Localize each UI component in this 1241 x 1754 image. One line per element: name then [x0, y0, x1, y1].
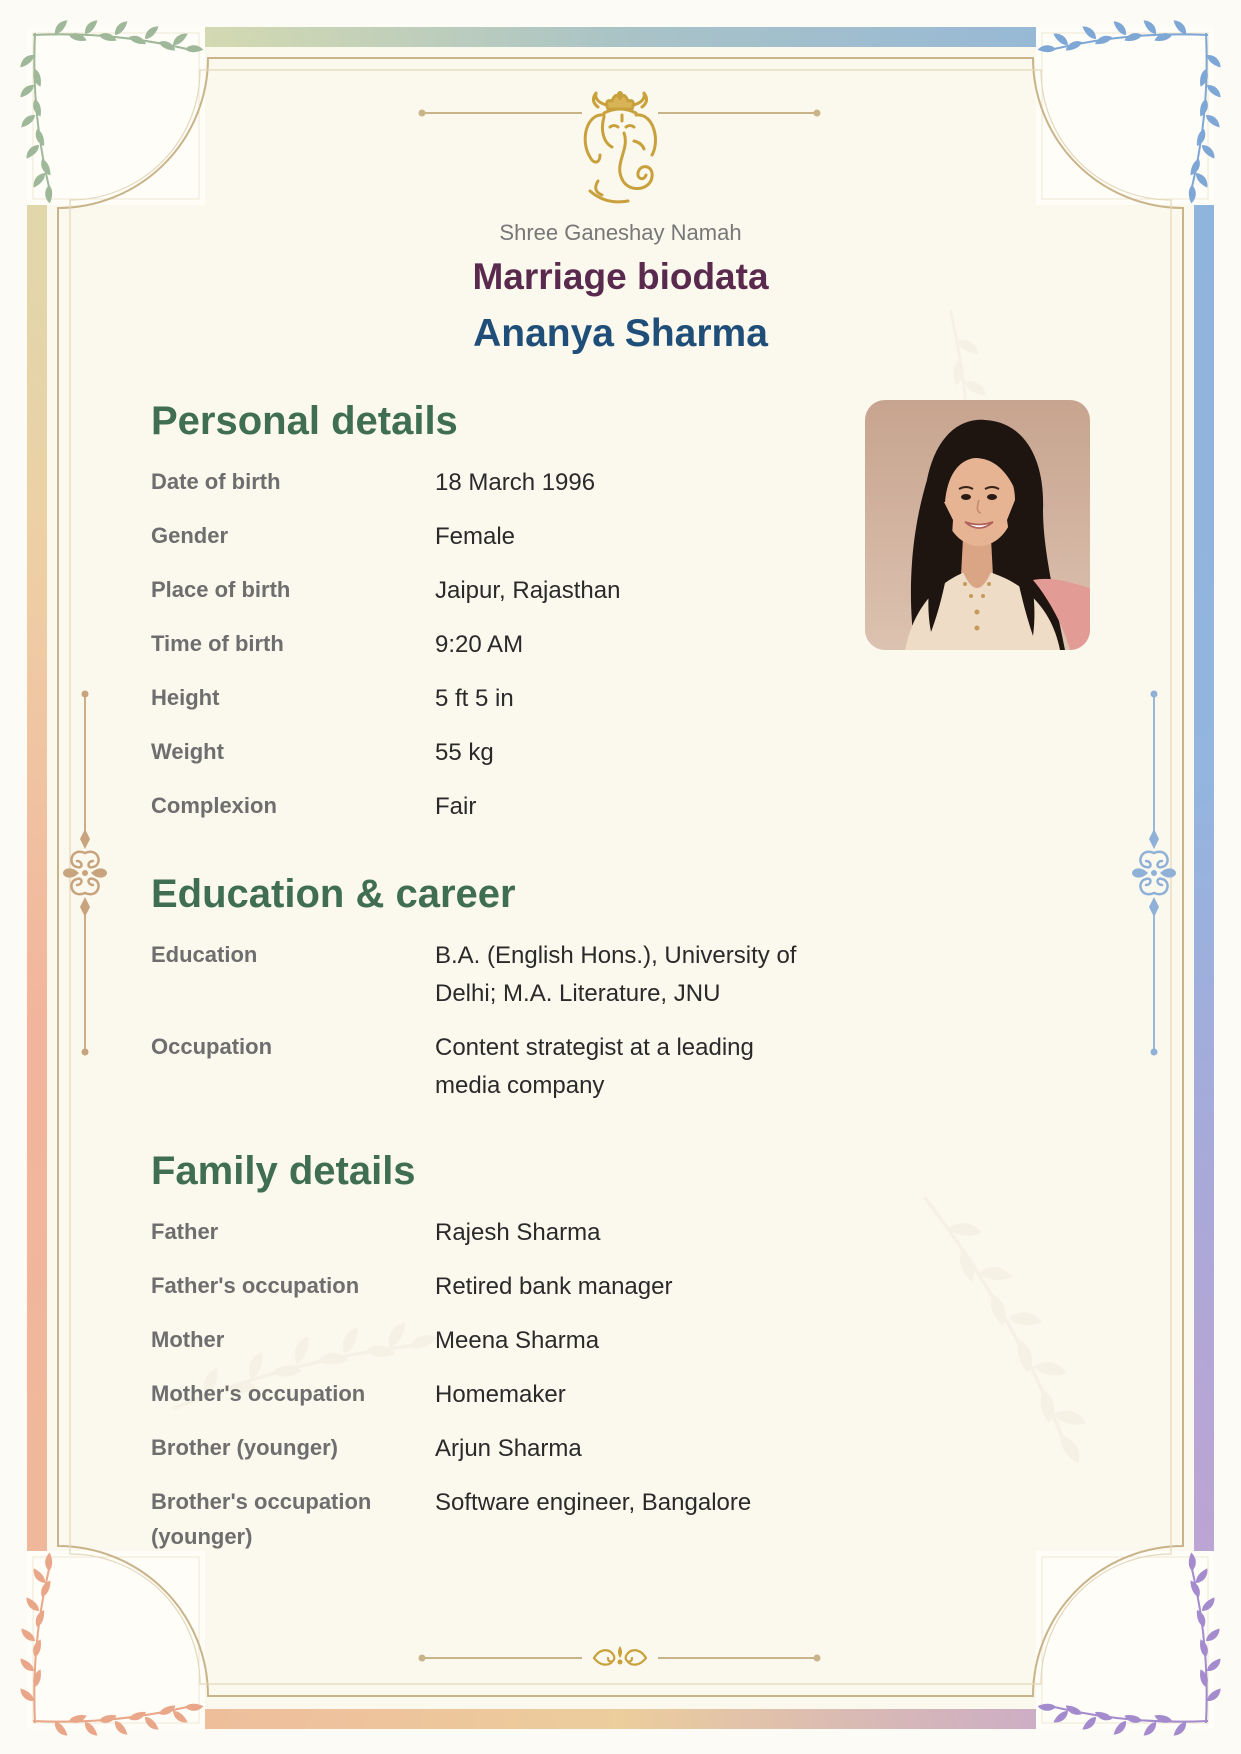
education-career-section	[151, 871, 831, 1121]
field-label: Height	[151, 685, 220, 710]
field-label: Brother (younger)	[151, 1435, 338, 1460]
detail-row	[151, 1376, 831, 1414]
detail-row	[151, 1430, 831, 1468]
top-divider	[419, 110, 821, 117]
field-value: Fair	[435, 793, 477, 820]
profile-photo-image	[865, 400, 1090, 650]
family-details-section	[151, 1148, 831, 1570]
field-value: 9:20 AM	[435, 631, 524, 658]
detail-row	[151, 626, 831, 664]
field-value: Meena Sharma	[435, 1327, 600, 1354]
field-label: Brother's occupation (younger)	[151, 1489, 372, 1549]
field-value: Jaipur, Rajasthan	[435, 577, 621, 604]
detail-row	[151, 518, 831, 556]
corner-leaf-ornament-top-right	[1036, 18, 1223, 205]
ganesha-icon	[585, 91, 655, 202]
detail-row	[151, 734, 831, 772]
detail-row	[151, 464, 831, 502]
field-label: Gender	[151, 523, 229, 548]
field-label: Weight	[151, 739, 224, 764]
field-label: Mother's occupation	[151, 1381, 366, 1406]
divider-flourish-icon	[594, 1646, 646, 1665]
field-value: Female	[435, 523, 516, 550]
invocation-text: Shree Ganeshay Namah	[499, 220, 742, 245]
field-label: Mother	[151, 1327, 225, 1352]
detail-row	[151, 1322, 831, 1360]
field-value: Content strategist at a leading media company	[435, 1034, 754, 1099]
field-value: Homemaker	[435, 1381, 566, 1408]
field-label: Date of birth	[151, 469, 281, 494]
section-heading-family: Family details	[151, 1149, 416, 1193]
detail-row	[151, 1484, 831, 1554]
side-flourish-ornament-right	[1132, 691, 1176, 1056]
section-heading-personal: Personal details	[151, 399, 458, 443]
document-title: Marriage biodata	[472, 256, 769, 297]
field-label: Time of birth	[151, 631, 284, 656]
detail-row	[151, 572, 831, 610]
profile-photo	[865, 400, 1090, 650]
field-value: Rajesh Sharma	[435, 1219, 601, 1246]
field-label: Complexion	[151, 793, 277, 818]
detail-row	[151, 1029, 831, 1105]
corner-leaf-ornament-bottom-left	[18, 1551, 205, 1738]
field-value: B.A. (English Hons.), University of Delhi; M.A. Literature, JNU	[435, 942, 797, 1007]
field-value: 18 March 1996	[435, 469, 596, 496]
field-label: Education	[151, 942, 258, 967]
section-heading-education: Education & career	[151, 872, 516, 916]
detail-row	[151, 1268, 831, 1306]
field-value: Software engineer, Bangalore	[435, 1489, 752, 1516]
field-value: Arjun Sharma	[435, 1435, 582, 1462]
field-value: Retired bank manager	[435, 1273, 673, 1300]
detail-row	[151, 1214, 831, 1252]
field-label: Father	[151, 1219, 219, 1244]
person-name: Ananya Sharma	[473, 312, 768, 355]
field-label: Occupation	[151, 1034, 273, 1059]
field-label: Place of birth	[151, 577, 291, 602]
detail-row	[151, 680, 831, 718]
corner-leaf-ornament-bottom-right	[1036, 1551, 1223, 1738]
field-label: Father's occupation	[151, 1273, 360, 1298]
detail-row	[151, 788, 831, 826]
field-value: 55 kg	[435, 739, 494, 766]
personal-details-section	[151, 398, 831, 842]
corner-leaf-ornament-top-left	[18, 18, 205, 205]
detail-row	[151, 937, 831, 1013]
field-value: 5 ft 5 in	[435, 685, 514, 712]
